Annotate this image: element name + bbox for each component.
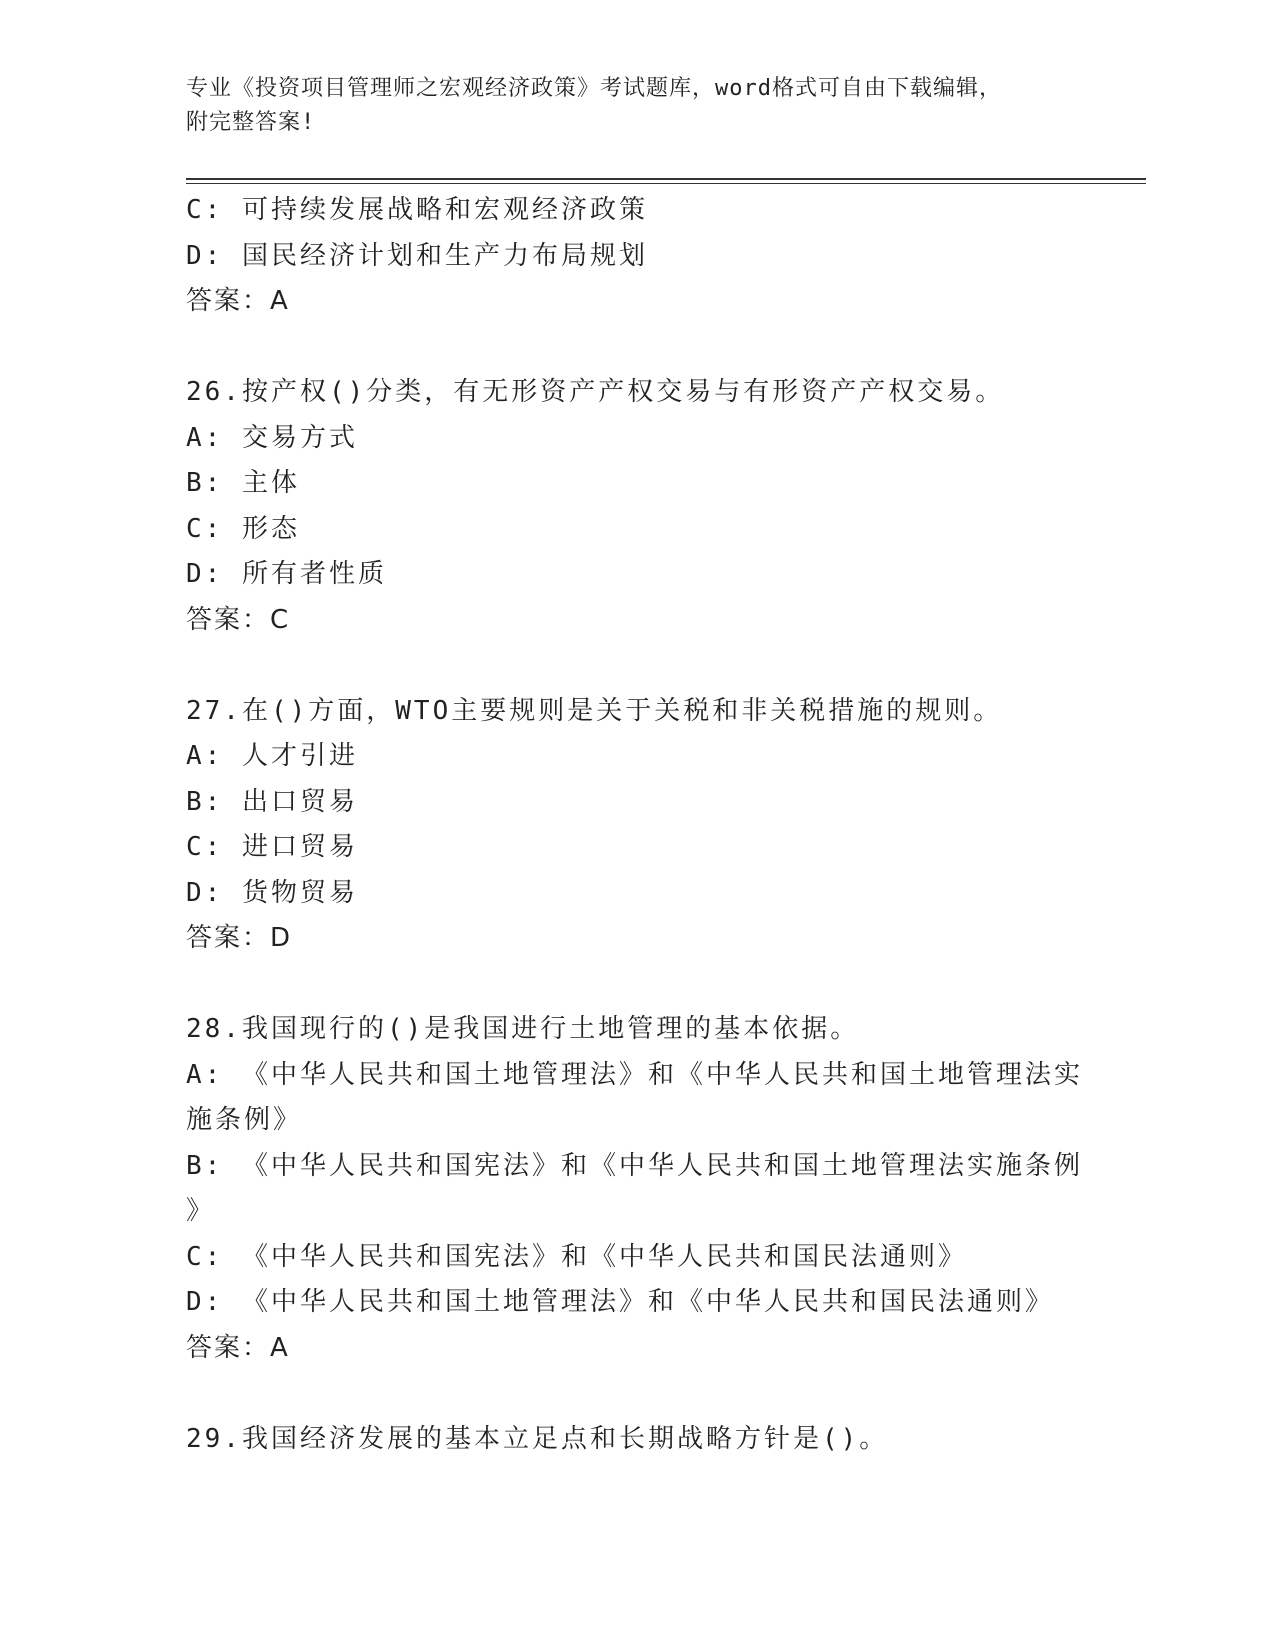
option-line: D: 国民经济计划和生产力布局规划 <box>186 240 648 271</box>
header-divider-thick <box>186 178 1146 180</box>
spacer <box>186 643 1096 689</box>
answer-line: 答案：D <box>186 923 293 953</box>
option-line: C: 进口贸易 <box>186 832 358 862</box>
spacer <box>186 962 1096 1008</box>
option-line: C: 可持续发展战略和宏观经济政策 <box>186 195 648 225</box>
answer-line: 答案：C <box>186 604 291 635</box>
spacer <box>186 1371 1096 1417</box>
question-line: 29.我国经济发展的基本立足点和长期战略方针是()。 <box>186 1423 889 1454</box>
question-line: 26.按产权()分类，有无形资产产权交易与有形资产产权交易。 <box>186 377 1005 407</box>
option-line: D: 货物贸易 <box>186 877 358 908</box>
option-line: B: 《中华人民共和国宪法》和《中华人民共和国土地管理法实施条例 <box>186 1150 1083 1181</box>
page-header <box>186 72 1066 140</box>
option-line: A: 交易方式 <box>186 422 358 453</box>
answer-line: 答案：A <box>186 286 290 316</box>
question-line: 27.在()方面，WTO主要规则是关于关税和非关税措施的规则。 <box>186 695 1003 726</box>
answer-line: 答案：A <box>186 1332 290 1363</box>
option-line: D: 《中华人民共和国土地管理法》和《中华人民共和国民法通则》 <box>186 1287 1054 1317</box>
header-divider-thin <box>186 183 1146 184</box>
option-line: D: 所有者性质 <box>186 559 387 589</box>
header-line-2: 附完整答案! <box>186 110 316 135</box>
option-line: 》 <box>186 1196 216 1226</box>
option-line: C: 形态 <box>186 513 300 544</box>
option-line: B: 出口贸易 <box>186 786 358 817</box>
option-line: B: 主体 <box>186 468 300 498</box>
option-line: 施条例》 <box>186 1105 303 1135</box>
spacer <box>186 325 1096 371</box>
option-line: C: 《中华人民共和国宪法》和《中华人民共和国民法通则》 <box>186 1241 967 1272</box>
question-line: 28.我国现行的()是我国进行土地管理的基本依据。 <box>186 1014 860 1044</box>
question-list <box>186 188 1096 1462</box>
option-line: A: 人才引进 <box>186 741 358 771</box>
option-line: A: 《中华人民共和国土地管理法》和《中华人民共和国土地管理法实 <box>186 1059 1083 1090</box>
header-line-1: 专业《投资项目管理师之宏观经济政策》考试题库，word格式可自由下载编辑， <box>186 76 1002 101</box>
